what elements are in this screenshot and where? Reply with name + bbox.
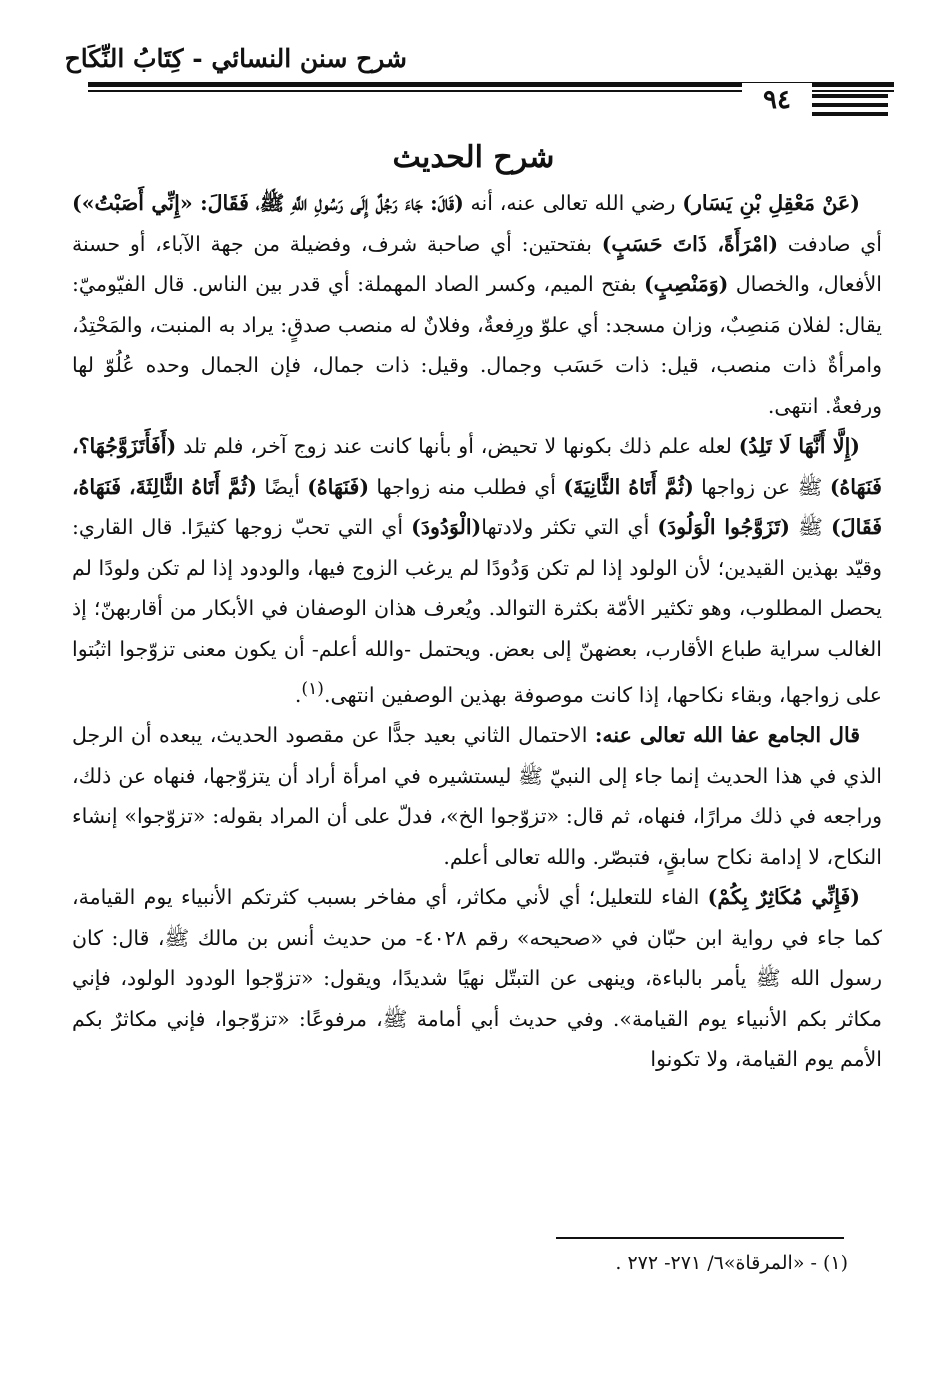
text-run: . — [294, 682, 302, 707]
paragraph — [72, 715, 882, 877]
bold-run: (وَمَنْصِبٍ) — [643, 272, 729, 296]
bold-run: (ثُمَّ أَتَاهُ الثَّالِثَةَ، فَنَهَاهُ، فَقَالَ) — [72, 474, 882, 539]
text-run: ﷺ — [789, 515, 831, 539]
text-run: أي صادفت — [778, 231, 882, 256]
text-run — [249, 191, 256, 215]
text-run: ﷺ عن زواجها — [693, 474, 830, 499]
text-run: الاحتمال الثاني بعيد جدًّا عن مقصود الحديث، يبعده أن الرجل الذي في هذا الحديث إنما جاء إلى النبيّ ﷺ ليستشيره في امرأة أراد أن يتزوّجها، فنهاه عن ذلك، وراجعه في ذلك مرارًا، فنهاه، ثم قال: «تزوّجوا الخ»، فدلّ على أن المراد بقوله: «تزوّجوا» إنشاء النكاح، لا إدامة نكاح سابقٍ، فتبصّر. والله تعالى أعلم. — [72, 723, 882, 869]
footnote-marker: (١) — [301, 679, 324, 699]
text-run: أي التي تكثر ولادتها — [481, 515, 658, 539]
bold-run: (فَنَهَاهُ) — [307, 474, 370, 499]
paragraph — [72, 426, 882, 715]
body-text — [72, 183, 882, 1080]
text-run: أي فطلب منه زواجها — [369, 474, 564, 499]
page-number: ٩٤ — [742, 83, 812, 117]
bold-run: (إِلَّا أَنَّهَا لَا تَلِدُ) — [738, 434, 860, 458]
text-run: الفاء للتعليل؛ أي لأني مكاثر، أي مفاخر بسبب كثرتكم الأنبياء يوم القيامة، كما جاء في رواية ابن حبّان في «صحيحه» رقم ٤٠٢٨- من حديث أنس بن مالك ﷺ، قال: كان رسول الله ﷺ يأمر بالباءة، وينهى عن التبتّل نهيًا شديدًا، ويقول: «تزوّجوا الودود الولود، فإني مكاثر بكم الأنبياء يوم القيامة». وفي حديث أبي أمامة ﷺ، مرفوعًا: «تزوّجوا، فإني مكاثرٌ بكم الأمم يوم القيامة، ولا تكونوا — [72, 885, 883, 1072]
bold-run: (تَزَوَّجُوا الْوَلُودَ) — [657, 515, 790, 539]
bold-run: (عَنْ مَعْقِلِ بْنِ يَسَار) — [682, 191, 860, 215]
bold-run: (ثُمَّ أَتَاهُ الثَّانِيَةَ) — [563, 474, 694, 499]
bold-run: (امْرَأَةً، ذَاتَ حَسَبٍ) — [601, 231, 779, 256]
paragraph — [72, 183, 882, 426]
footnote-separator — [556, 1237, 844, 1239]
section-title: شرح الحديث — [392, 140, 555, 175]
text-run: بفتحتين: أي صاحبة شرف، وفضيلة من جهة الآباء، أو حسنة الأفعال، والخصال — [72, 231, 882, 296]
bold-run: (فَإِنِّي مُكَاثِرٌ بِكُمْ) — [707, 885, 861, 910]
bold-run: قال الجامع عفا الله تعالى عنه: — [594, 723, 860, 748]
paragraph — [72, 877, 882, 1080]
text-run: لعله علم ذلك بكونها لا تحيض، أو بأنها كانت عند زوج آخر، فلم تلد — [176, 434, 739, 458]
bold-run: (قَالَ: جَاءَ رَجُلٌ إِلَى رَسُولِ اللَّهِ ﷺ، — [255, 191, 464, 215]
footnote: (١) - «المرقاة»٦/ ٢٧١- ٢٧٢ . — [615, 1252, 848, 1274]
page-number-ornament — [812, 94, 888, 121]
bold-run: (أَفَأَتَزَوَّجُهَا؟، فَنَهَاهُ) — [72, 434, 882, 499]
text-run: رضي الله تعالى عنه، أنه — [463, 191, 683, 215]
bold-run: فَقَالَ: «إِنِّي أَصَبْتُ») — [72, 191, 249, 215]
running-header: شرح سنن النسائي - كِتَابُ النِّكَاح — [64, 44, 407, 73]
text-run: أي التي تحبّ زوجها كثيرًا. قال القاري: وقيّد بهذين القيدين؛ لأن الولود إذا لم تكن وَدُودًا لم يرغب الزوج فيها، والودود إذا لم تكن ولودًا لم يحصل المطلوب، وهو تكثير الأمّة بكثرة التوالد. ويُعرف هذان الوصفان في الأبكار من أقاربهنّ؛ إذ الغالب سراية طباع الأقارب، بعضهنّ إلى بعض. ويحتمل -والله أعلم- أن يكون معنى تزوّجوا اثبُتوا على زواجها، وبقاء نكاحها، إذا كانت موصوفة بهذين الوصفين انتهى. — [72, 515, 882, 707]
text-run: أيضًا — [256, 474, 308, 499]
text-run: بفتح الميم، وكسر الصاد المهملة: أي قدر بين الناس. قال الفيّوميّ: يقال: لفلان مَنصِبٌ، وزان مسجد: أي علوّ ورِفعةٌ، وفلانٌ له منصب صدقٍ: يراد به المنبت، والمَحْتِدُ، وامرأةٌ ذات منصب، قيل: ذات حَسَب وجمال. وقيل: ذات جمال، فإن الجمال وحده عُلُوّ لها ورفعةٌ. انتهى. — [72, 272, 882, 418]
bold-run: (الْوَدُودَ) — [411, 515, 482, 539]
